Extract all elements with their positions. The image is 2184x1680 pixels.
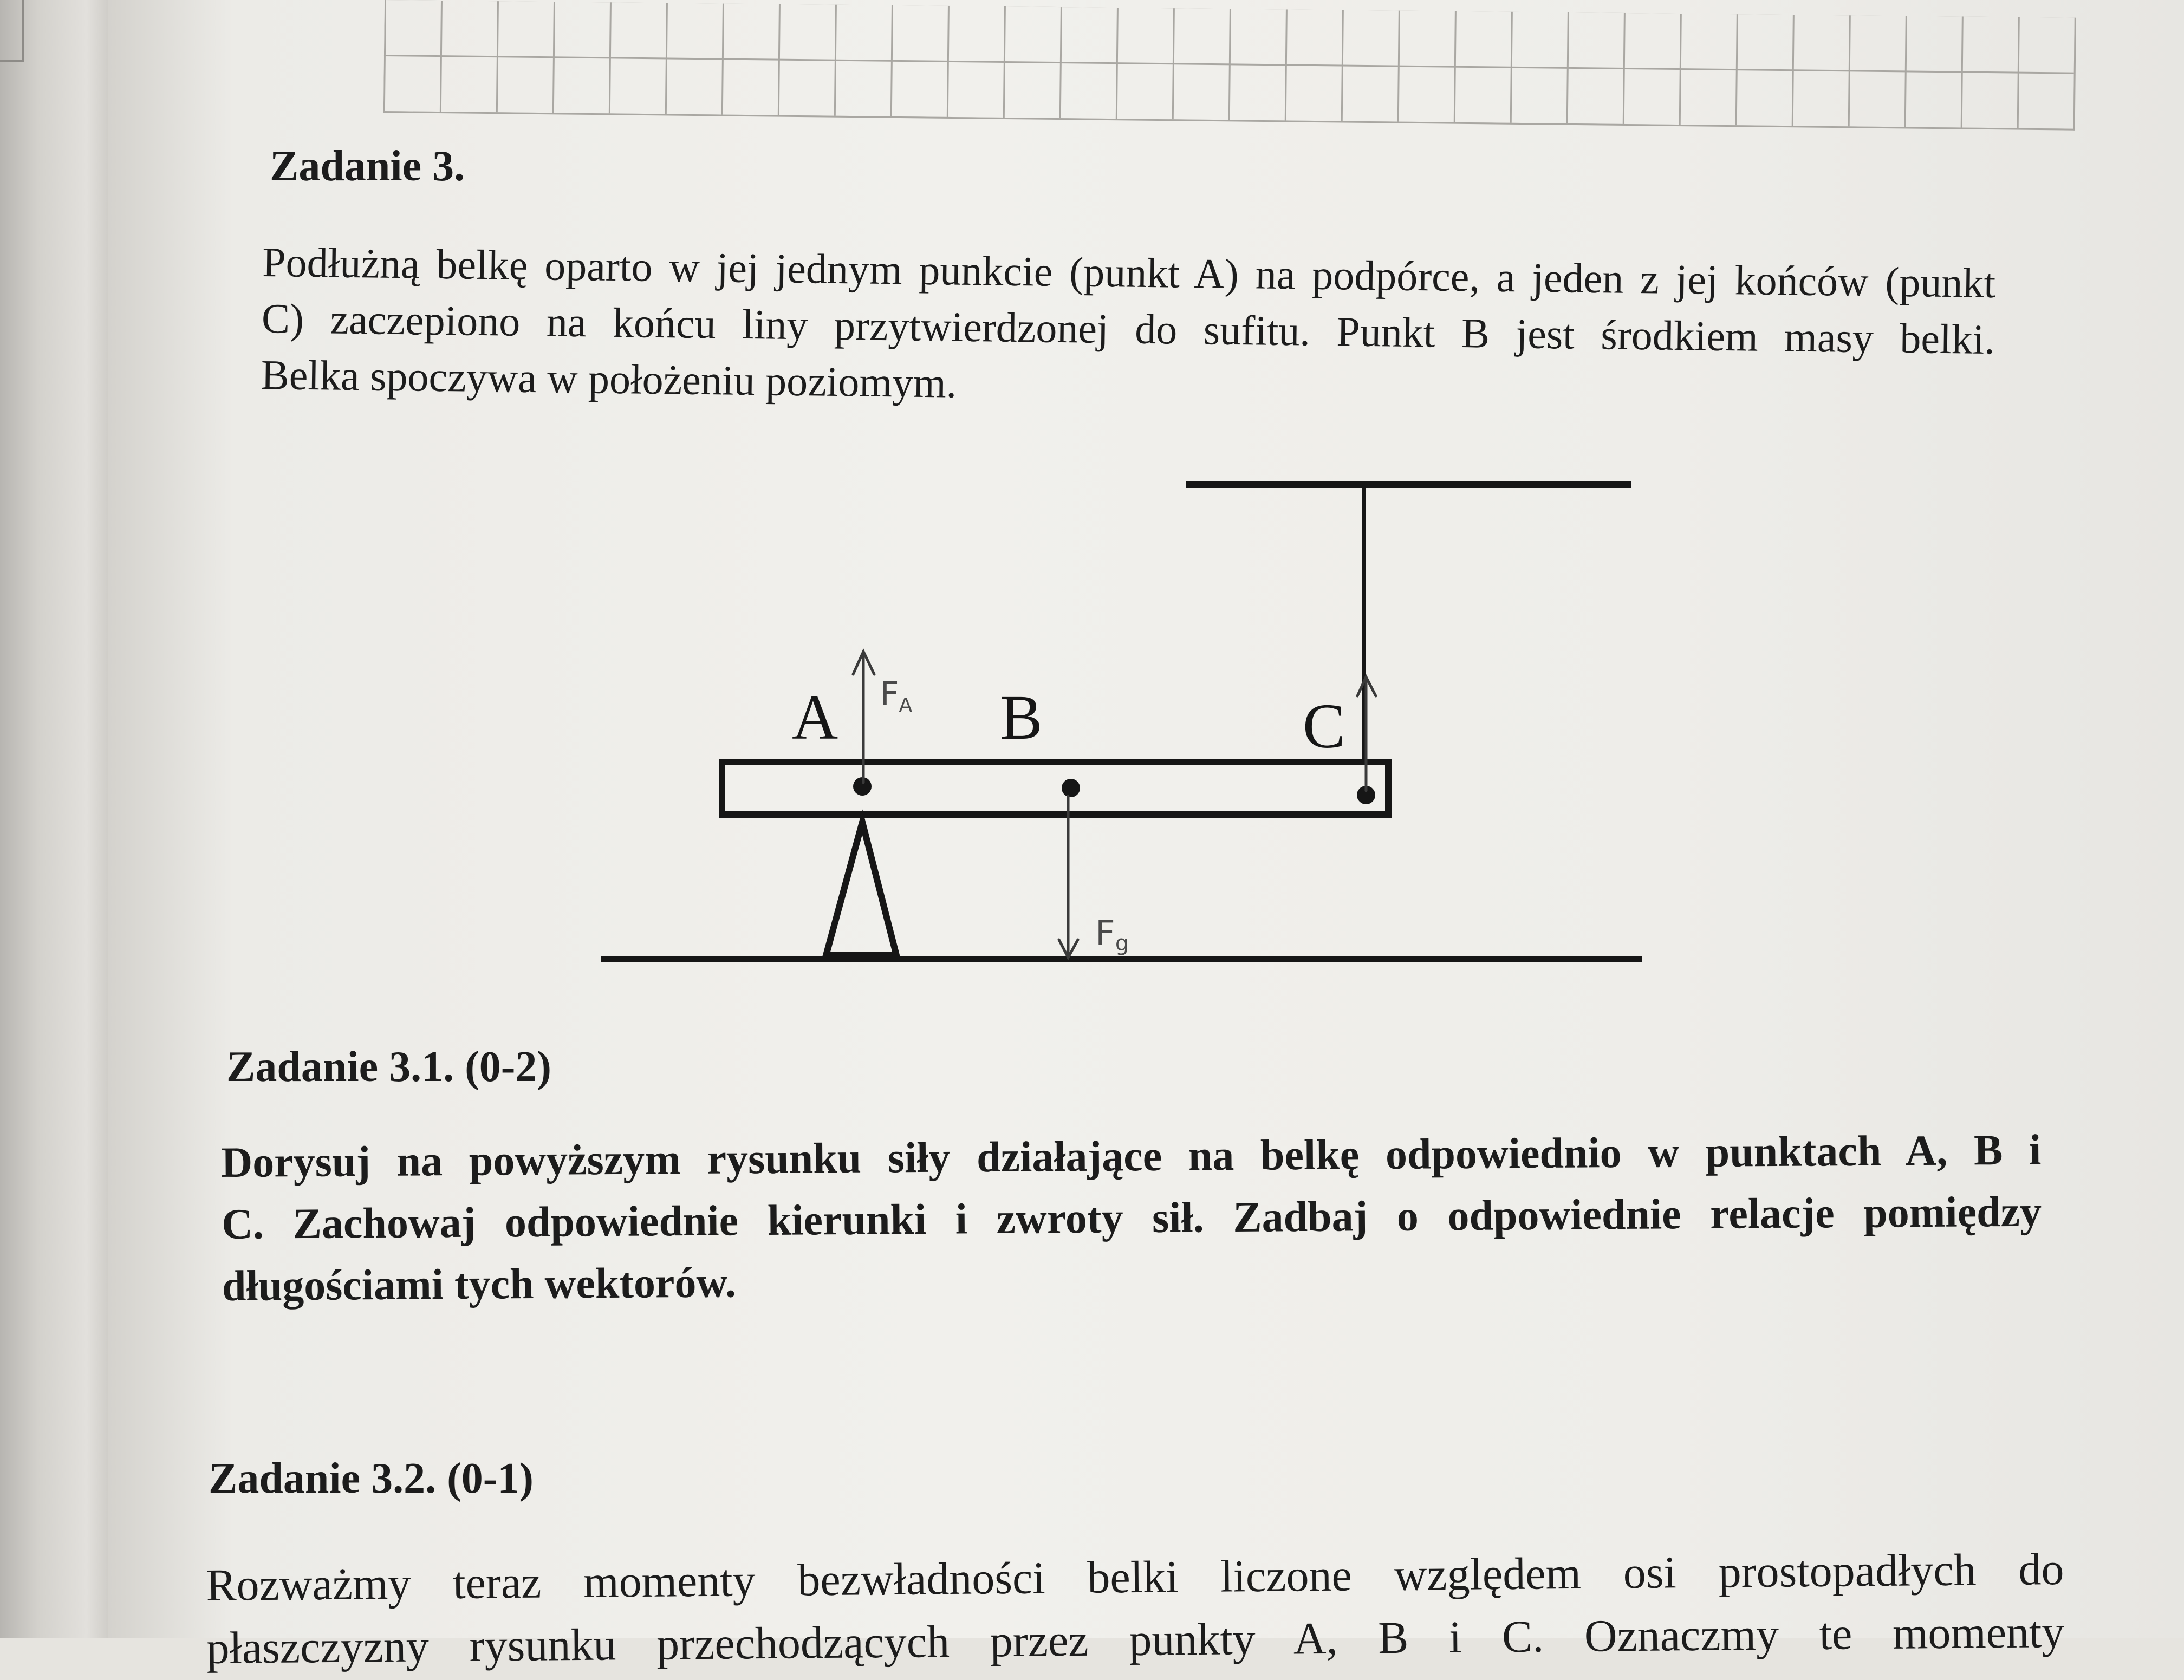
task32-line: Rozważmy teraz momenty bezwładności belki liczone względem osi prostopadłych do (206, 1544, 2064, 1611)
task31-instruction (221, 1119, 2042, 1317)
label-a: A (792, 682, 838, 753)
label-b: B (1000, 682, 1043, 753)
handwritten-fa-label: $F_A$ (880, 675, 913, 717)
point-b-dot (1062, 779, 1080, 797)
task32-line: płaszczyzny rysunku przechodzących przez punkty A, B i C. Oznaczmy te momenty (206, 1607, 2065, 1674)
task3-intro-line: Podłużną belkę oparto w jej jednym punkcie (punkt A) na podpórce, a jeden z jej końców (punkt (262, 238, 1996, 307)
task31-line: długościami tych wektorów. (222, 1259, 737, 1310)
beam (722, 762, 1388, 815)
handwritten-fg-label: Fg (1095, 914, 1129, 956)
task32-heading: Zadanie 3.2. (0-1) (209, 1455, 534, 1502)
task31-heading: Zadanie 3.1. (0-2) (226, 1043, 551, 1091)
task31-line: C. Zachowaj odpowiednie kierunki i zwroty sił. Zadbaj o odpowiednie relacje pomiędzy (221, 1188, 2042, 1248)
task3-intro-line: Belka spoczywa w położeniu poziomym. (261, 350, 957, 407)
task3-heading: Zadanie 3. (270, 142, 465, 190)
pencil-force-g (1059, 796, 1078, 958)
task32-text (206, 1538, 2065, 1680)
task3-intro-line: C) zaczepiono na końcu liny przytwierdzonej do sufitu. Punkt B jest środkiem masy belki. (261, 294, 1995, 363)
label-c: C (1303, 691, 1346, 761)
support-triangle (826, 822, 896, 955)
task31-line: Dorysuj na powyższym rysunku siły działające na belkę odpowiednio w punktach A, B i (221, 1126, 2042, 1187)
